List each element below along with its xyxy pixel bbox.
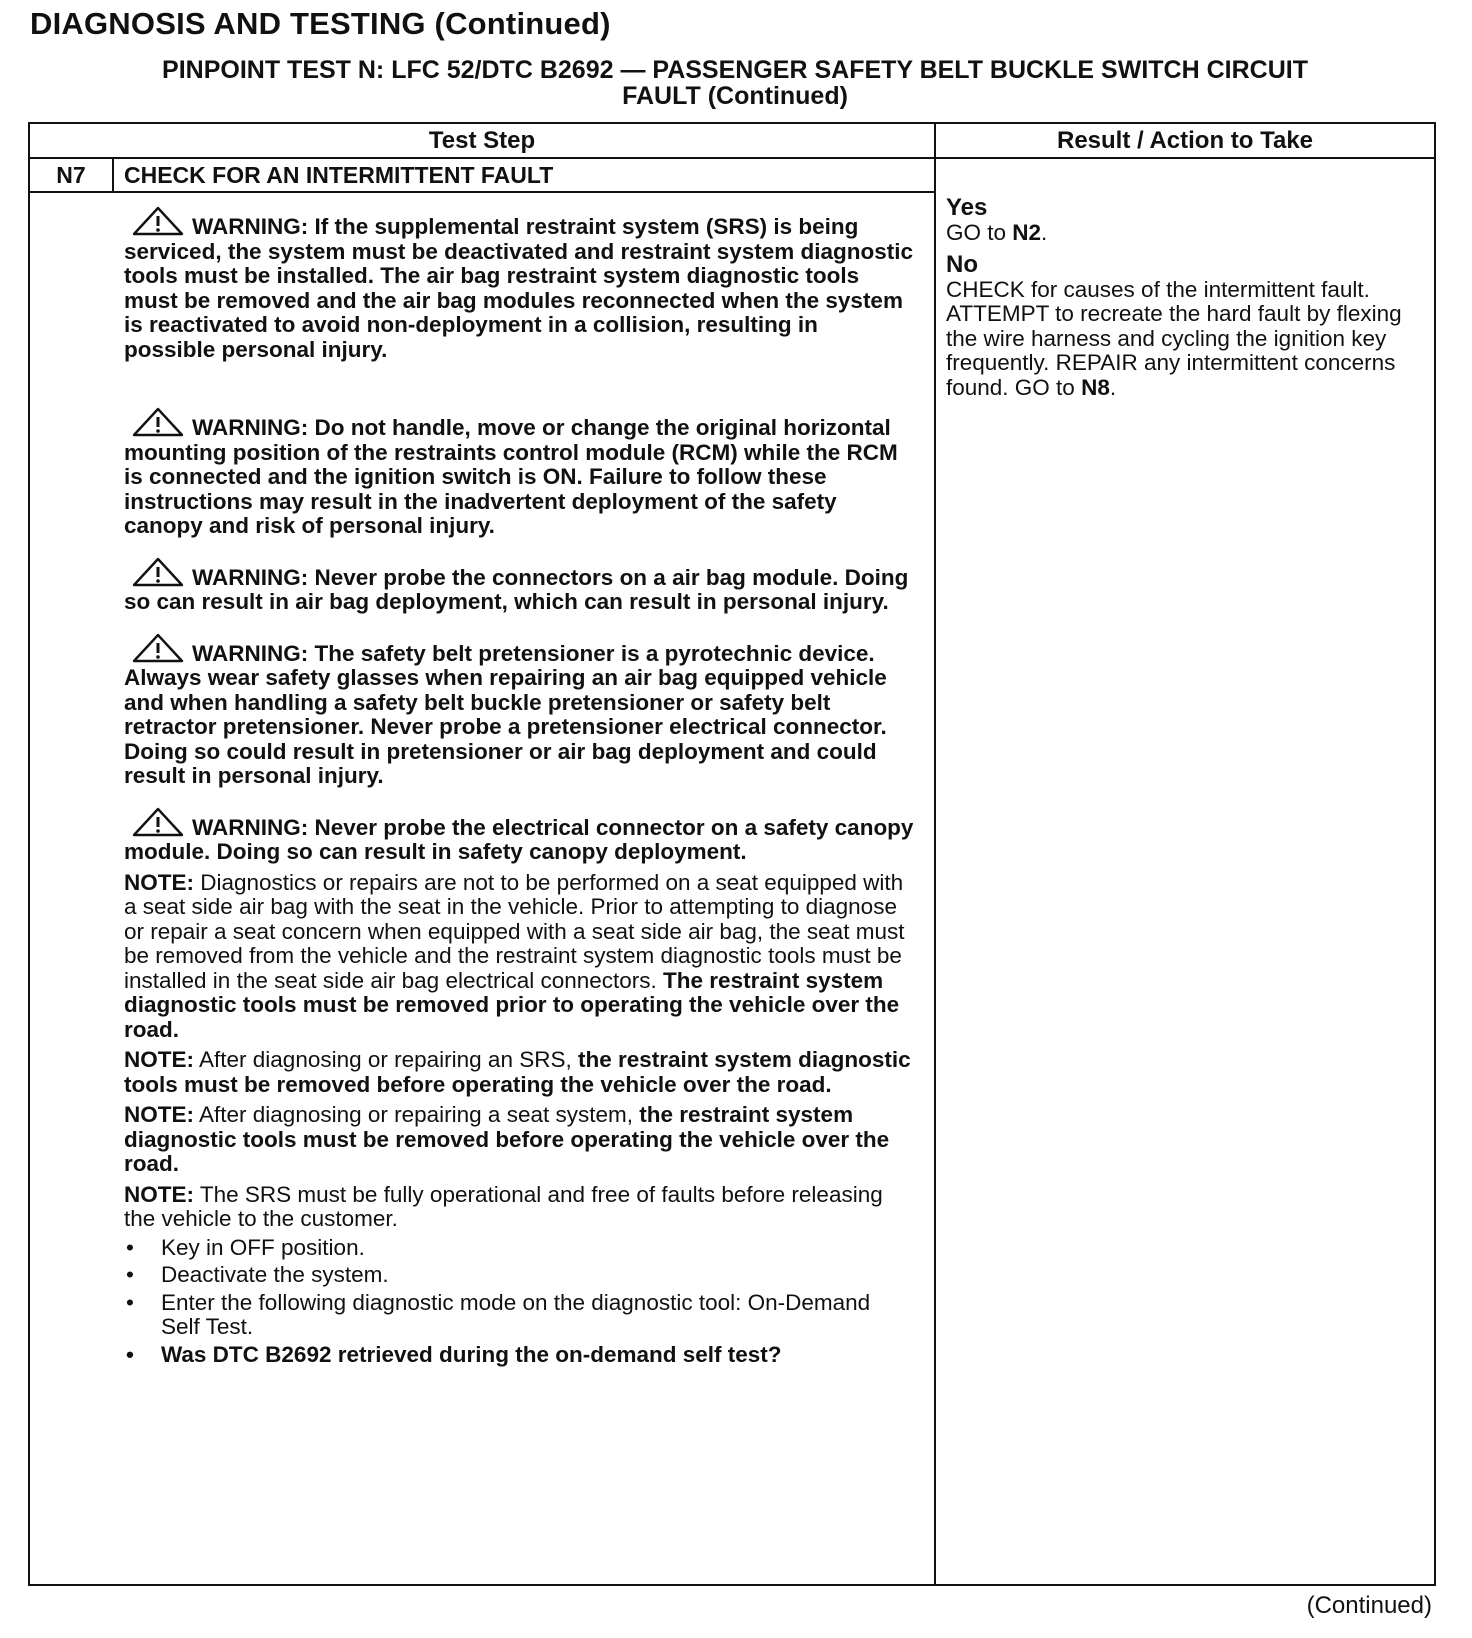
step-heading: CHECK FOR AN INTERMITTENT FAULT — [124, 162, 554, 188]
continued-footer: (Continued) — [1306, 1592, 1432, 1619]
note-bold-text: the restraint system diagnostic tools must be removed before operating the vehicle over the road. — [124, 1102, 890, 1176]
warning-pretensioner — [124, 633, 914, 789]
warning-triangle-icon — [132, 407, 192, 437]
column-divider — [934, 122, 936, 1586]
note-bold-text: the restraint system diagnostic tools must be removed before operating the vehicle over the road. — [124, 1047, 911, 1097]
warning-triangle-icon — [132, 807, 192, 837]
warning-text: WARNING: Do not handle, move or change the original horizontal mounting position of the restraints control module (RCM) while the RCM is connected and the ignition switch is ON. Failure to follow these instructions may result in the inadvertent deployment of the safety canopy and risk of personal injury. — [124, 415, 898, 538]
goto-target-n8: N8 — [1081, 374, 1110, 400]
note-text: Diagnostics or repairs are not to be performed on a seat equipped with a seat side air bag with the seat in the vehicle. Prior to attempting to diagnose or repair a seat concern when equipped with a seat side air bag, the seat must be removed from the vehicle and the restraint system diagnostic tools must be installed in the seat side air bag electrical connectors. — [124, 869, 905, 993]
result-yes-action: GO to N2. — [946, 219, 1048, 245]
goto-target-n2: N2 — [1012, 219, 1042, 245]
step-id-divider — [112, 157, 114, 193]
column-header-test-step: Test Step — [428, 127, 536, 154]
step-id: N7 — [56, 162, 86, 188]
note-seat-side-airbag — [124, 871, 914, 1043]
note-text: The SRS must be fully operational and free of faults before releasing the vehicle to the customer. — [124, 1181, 883, 1231]
column-header-result: Result / Action to Take — [1056, 127, 1314, 154]
warning-safety-canopy — [124, 807, 914, 865]
warning-srs-service — [124, 206, 914, 362]
list-item: • Enter the following diagnostic mode on the diagnostic tool: On-Demand Self Test. — [124, 1291, 914, 1340]
procedure-list — [124, 1236, 914, 1368]
list-item: • Deactivate the system. — [124, 1263, 914, 1288]
warning-triangle-icon — [132, 557, 192, 587]
warning-triangle-icon — [132, 633, 192, 663]
note-bold-text: The restraint system diagnostic tools must be removed prior to operating the vehicle over the road. — [124, 967, 900, 1042]
pinpoint-test-title — [60, 57, 1410, 109]
note-srs-operational — [124, 1183, 914, 1232]
note-label: NOTE: — [124, 1047, 194, 1072]
note-text: After diagnosing or repairing an SRS, — [194, 1047, 578, 1072]
warning-text: WARNING: Never probe the electrical connector on a safety canopy module. Doing so can result in safety canopy deployment. — [124, 814, 914, 864]
result-yes-label: Yes — [946, 194, 988, 221]
warning-triangle-icon — [132, 206, 192, 236]
step-body — [124, 206, 914, 1370]
test-title-line2: FAULT (Continued) — [622, 82, 848, 110]
note-after-srs — [124, 1048, 914, 1097]
section-title: DIAGNOSIS AND TESTING (Continued) — [30, 6, 611, 41]
note-label: NOTE: — [124, 1181, 194, 1207]
warning-text: WARNING: If the supplemental restraint system (SRS) is being serviced, the system must be deactivated and restraint system diagnostic tools must be installed. The air bag restraint system diagnostic tools must be removed and the air bag modules reconnected when the system is reactivated to avoid non-deployment in a collision, resulting in possible personal injury. — [124, 214, 914, 362]
step-row-divider — [28, 191, 934, 193]
note-label: NOTE: — [124, 1102, 194, 1127]
warning-text: WARNING: The safety belt pretensioner is a pyrotechnic device. Always wear safety glasses when repairing an air bag equipped vehicle and when handling a safety belt buckle pretensioner or safety belt retractor pretensioner. Never probe a pretensioner electrical connector. Doing so could result in pretensioner or air bag deployment and could result in personal injury. — [124, 640, 887, 788]
result-no-label: No — [946, 251, 978, 278]
result-action-cell — [946, 196, 1436, 400]
list-item: • Key in OFF position. — [124, 1236, 914, 1261]
result-no-action: CHECK for causes of the intermittent fault. ATTEMPT to recreate the hard fault by flexing the wire harness and cycling the ignition key frequently. REPAIR any intermittent concerns found. GO to N8. — [946, 276, 1402, 400]
note-after-seat — [124, 1103, 914, 1177]
test-question: • Was DTC B2692 retrieved during the on-demand self test? — [124, 1343, 914, 1368]
note-label: NOTE: — [124, 869, 194, 895]
warning-rcm-handling — [124, 407, 914, 539]
note-text: After diagnosing or repairing a seat system, — [194, 1102, 640, 1127]
test-title-line1: PINPOINT TEST N: LFC 52/DTC B2692 — PASSENGER SAFETY BELT BUCKLE SWITCH CIRCUIT — [162, 56, 1308, 84]
warning-text: WARNING: Never probe the connectors on a air bag module. Doing so can result in air bag deployment, which can result in personal injury. — [124, 564, 909, 614]
warning-probe-airbag — [124, 557, 914, 615]
